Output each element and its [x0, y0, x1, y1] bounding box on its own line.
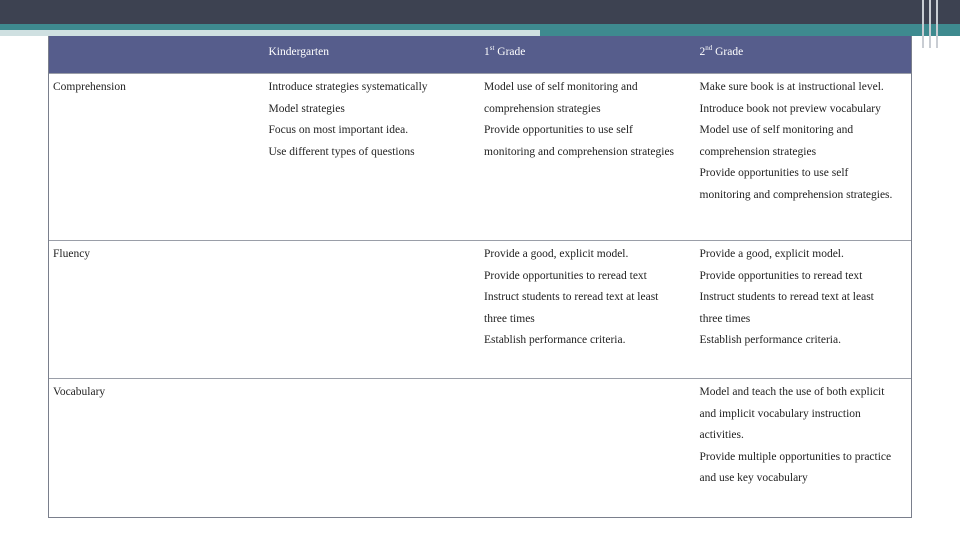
table-header-row [49, 36, 911, 73]
decorative-lines [920, 0, 944, 48]
cell-first-grade [480, 241, 696, 378]
cell-line: three times [699, 312, 751, 325]
cell-second-grade [696, 241, 912, 378]
header-cell-empty [49, 36, 265, 73]
cell-line: Focus on most important idea. [268, 124, 409, 137]
cell-kindergarten [265, 74, 481, 240]
cell-kindergarten [265, 379, 481, 517]
cell-line: Model and teach the use of both explicit [699, 386, 885, 398]
header-second-grade-text: Grade [712, 46, 744, 58]
cell-line: Provide opportunities to use self [484, 124, 633, 137]
cell-line: three times [484, 312, 535, 325]
cell-line: and use key vocabulary [699, 472, 808, 485]
cell-line: comprehension strategies [699, 145, 817, 158]
header-first-grade-text: Grade [494, 46, 526, 58]
cell-kindergarten [265, 241, 481, 378]
cell-line: Provide opportunities to reread text [699, 269, 863, 282]
cell-first-grade [480, 379, 696, 517]
cell-line: Introduce strategies systematically [268, 81, 428, 93]
cell-line: Model strategies [268, 102, 345, 115]
header-first-grade-suffix: st [489, 44, 495, 53]
cell-line: Model use of self monitoring and [699, 124, 854, 137]
cell-line: Provide multiple opportunities to practice [699, 450, 892, 463]
cell-line: and implicit vocabulary instruction [699, 407, 861, 420]
grade-strategies-table [48, 36, 912, 518]
cell-line: Provide opportunities to use self [699, 167, 849, 180]
cell-line: Use different types of questions [268, 145, 415, 158]
cell-line: Establish performance criteria. [484, 334, 626, 347]
cell-line: Instruct students to reread text at least [484, 291, 659, 304]
cell-line: Introduce book not preview vocabulary [699, 102, 881, 115]
cell-line: Provide a good, explicit model. [699, 248, 844, 260]
cell-line: activities. [699, 429, 744, 442]
cell-line: Establish performance criteria. [699, 334, 841, 347]
row-label: Fluency [53, 248, 91, 260]
cell-second-grade [696, 74, 912, 240]
cell-line: monitoring and comprehension strategies [484, 145, 675, 158]
header-second-grade-suffix: nd [705, 44, 713, 53]
cell-first-grade [480, 74, 696, 240]
cell-second-grade [696, 379, 912, 517]
cell-line: Provide a good, explicit model. [484, 248, 629, 260]
cell-line: Make sure book is at instructional level. [699, 81, 884, 93]
header-second-grade-num: 2 [699, 46, 706, 58]
row-label: Vocabulary [53, 386, 106, 398]
cell-line: comprehension strategies [484, 102, 601, 115]
header-kindergarten: Kindergarten [268, 46, 329, 58]
cell-line: Model use of self monitoring and [484, 81, 638, 93]
row-label: Comprehension [53, 81, 126, 93]
cell-line: Provide opportunities to reread text [484, 269, 647, 282]
top-band-dark [0, 0, 960, 24]
header-second-grade [696, 36, 912, 73]
cell-line: Instruct students to reread text at least [699, 291, 874, 304]
table-row-vocabulary [49, 378, 911, 517]
header-first-grade [480, 36, 696, 73]
cell-line: monitoring and comprehension strategies. [699, 188, 893, 201]
table-row-fluency [49, 240, 911, 378]
table-row-comprehension [49, 73, 911, 240]
header-first-grade-num: 1 [484, 46, 490, 58]
